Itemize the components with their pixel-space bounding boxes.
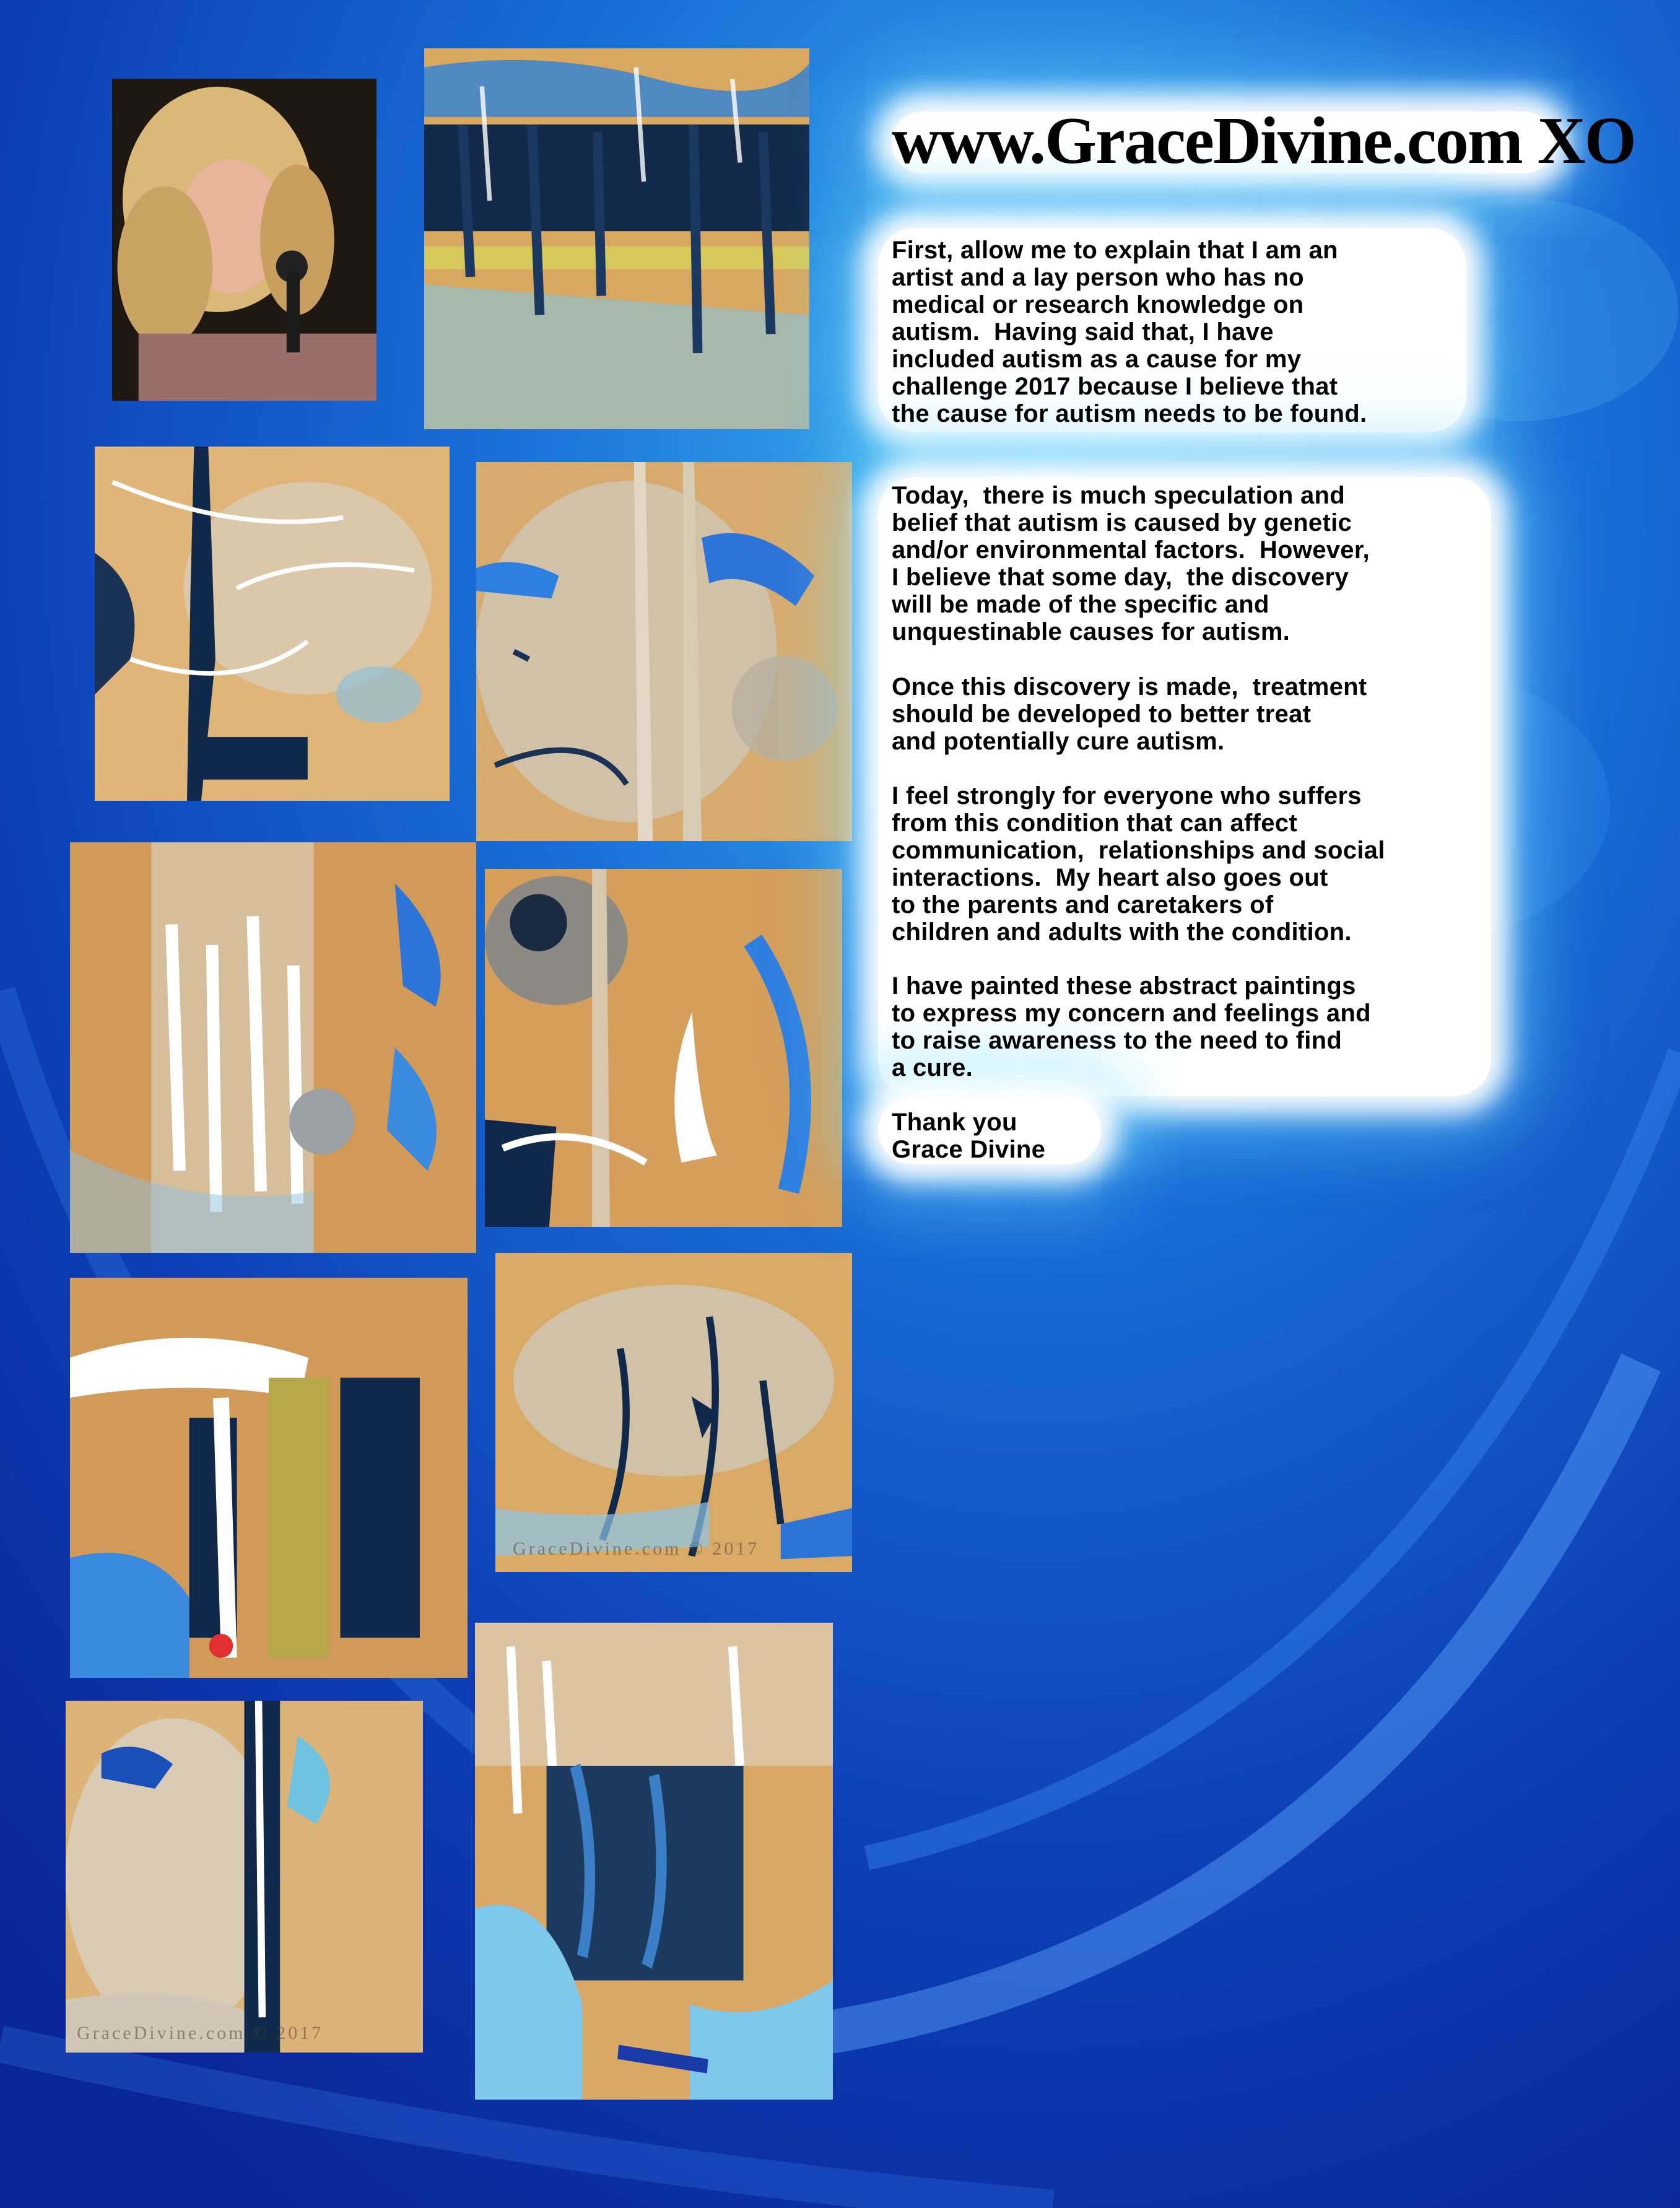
paragraph-intro: First, allow me to explain that I am an artist and a lay person who has no medical or research knowledge on autism. Having said that, I have included autism as a cause for my challenge 2017 because I believe that the cause for autism needs to be found. <box>892 237 1367 427</box>
paragraph-awareness: I have painted these abstract paintings to express my concern and feelings and to raise awareness to the need to find a cure. <box>892 972 1371 1081</box>
painting-8 <box>66 1701 423 2053</box>
site-title: www.GraceDivine.com XO <box>892 104 1635 178</box>
paragraph-feelings: I feel strongly for everyone who suffers from this condition that can affect communication, relationships and social interactions. My heart also goes out to the parents and caretakers of children and adults with the condition. <box>892 782 1385 946</box>
paragraph-treatment: Once this discovery is made, treatment should be developed to better treat and potentially cure autism. <box>892 673 1367 755</box>
signature: Thank you Grace Divine <box>892 1109 1046 1163</box>
paragraph-speculation: Today, there is much speculation and belief that autism is caused by genetic and/or environmental factors. However, I believe that some day, the discovery will be made of the specific and unquestinable causes for autism. <box>892 482 1370 645</box>
painting-7 <box>495 1253 852 1572</box>
painting-6 <box>70 1278 468 1678</box>
painting-9 <box>475 1623 833 2100</box>
painting-5 <box>485 869 842 1227</box>
painting-1 <box>424 48 809 429</box>
painting-3 <box>476 462 852 841</box>
painting-2 <box>95 447 450 801</box>
artist-photo <box>112 79 376 401</box>
painting-4 <box>70 842 476 1253</box>
watermark: GraceDivine.com © 2017 <box>77 2023 324 2043</box>
watermark: GraceDivine.com © 2017 <box>513 1538 760 1559</box>
